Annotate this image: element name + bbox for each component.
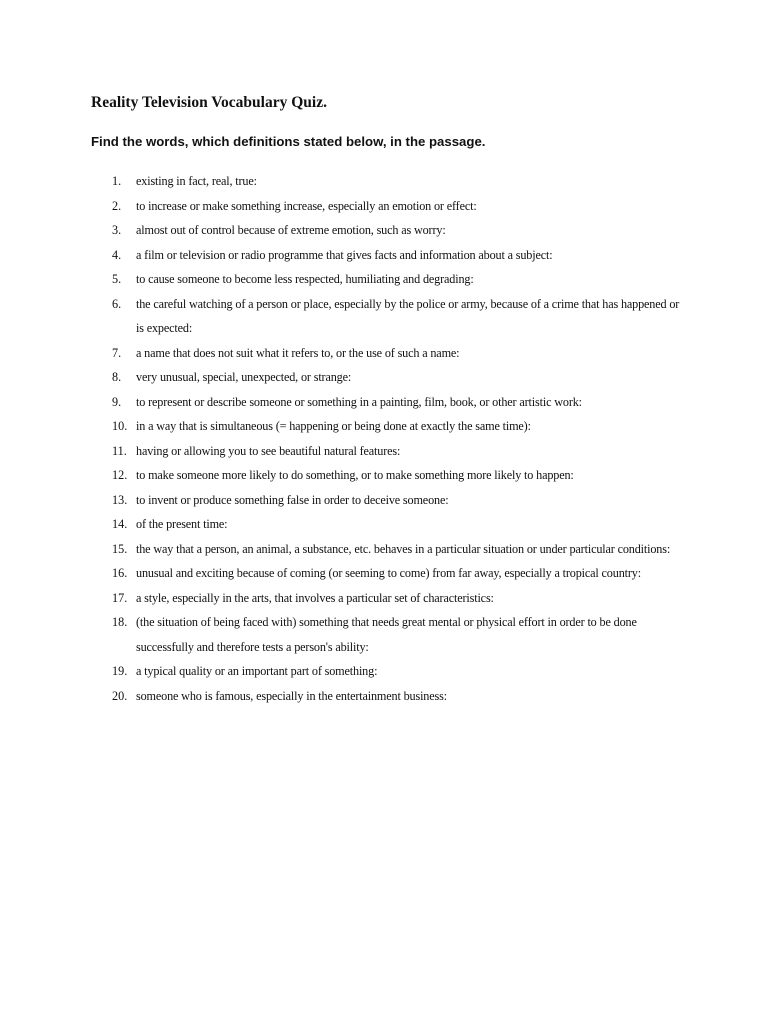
item-number: 18. — [112, 615, 128, 629]
item-definition: to invent or produce something false in order to deceive someone: — [136, 492, 449, 507]
item-number: 8. — [112, 370, 122, 384]
item-number: 5. — [112, 272, 122, 286]
list-item — [0, 488, 768, 513]
item-definition: a name that does not suit what it refers to, or the use of such a name: — [136, 345, 460, 360]
item-definition: of the present time: — [136, 517, 228, 531]
item-definition: someone who is famous, especially in the entertainment business: — [136, 688, 447, 703]
item-number: 2. — [112, 198, 122, 213]
list-item — [0, 292, 768, 341]
list-item — [0, 561, 768, 586]
item-number: 14. — [112, 517, 128, 531]
item-number: 4. — [112, 247, 122, 262]
list-item — [0, 390, 768, 415]
item-number: 20. — [112, 688, 128, 703]
item-definition: to make someone more likely to do something, or to make something more likely to happen: — [136, 468, 574, 482]
list-item — [0, 267, 768, 292]
item-definition: a typical quality or an important part of something: — [136, 664, 378, 678]
item-number: 19. — [112, 664, 128, 678]
list-item — [0, 439, 768, 464]
item-number: 3. — [112, 223, 122, 237]
list-item — [0, 463, 768, 488]
item-definition: the way that a person, an animal, a substance, etc. behaves in a particular situation or under particular conditions: — [136, 541, 671, 556]
item-number: 6. — [112, 296, 122, 311]
item-number: 16. — [112, 566, 128, 580]
list-item — [0, 194, 768, 219]
list-item — [0, 169, 768, 194]
item-number: 9. — [112, 394, 122, 409]
item-definition: almost out of control because of extreme emotion, such as worry: — [136, 223, 446, 237]
item-number: 10. — [112, 419, 128, 433]
item-definition: very unusual, special, unexpected, or strange: — [136, 370, 352, 384]
item-definition: having or allowing you to see beautiful natural features: — [136, 443, 401, 458]
list-item — [0, 512, 768, 537]
item-definition: to cause someone to become less respected, humiliating and degrading: — [136, 272, 474, 286]
item-number: 13. — [112, 492, 128, 507]
item-number: 15. — [112, 541, 128, 556]
list-item — [0, 243, 768, 268]
list-item — [0, 218, 768, 243]
item-number: 12. — [112, 468, 128, 482]
list-item — [0, 414, 768, 439]
list-item — [0, 659, 768, 684]
item-number: 11. — [112, 443, 127, 458]
list-item — [0, 586, 768, 611]
item-definition: to increase or make something increase, especially an emotion or effect: — [136, 198, 477, 213]
item-definition: (the situation of being faced with) something that needs great mental or physical effort in order to be done successfully and therefore tests a person's ability: — [136, 615, 637, 654]
item-definition: to represent or describe someone or something in a painting, film, book, or other artistic work: — [136, 394, 582, 409]
list-item — [0, 537, 768, 562]
item-definition: in a way that is simultaneous (= happening or being done at exactly the same time): — [136, 419, 531, 433]
item-definition: a film or television or radio programme that gives facts and information about a subject: — [136, 247, 553, 262]
item-definition: a style, especially in the arts, that involves a particular set of characteristics: — [136, 590, 494, 605]
list-item — [0, 341, 768, 366]
definition-list — [0, 169, 768, 708]
quiz-instruction: Find the words, which definitions stated below, in the passage. — [91, 134, 486, 149]
item-number: 7. — [112, 345, 122, 360]
list-item — [0, 684, 768, 709]
item-definition: unusual and exciting because of coming (or seeming to come) from far away, especially a tropical country: — [136, 566, 641, 580]
list-item — [0, 610, 768, 659]
list-item — [0, 365, 768, 390]
item-definition: existing in fact, real, true: — [136, 174, 257, 188]
quiz-title: Reality Television Vocabulary Quiz. — [91, 94, 327, 111]
item-number: 1. — [112, 174, 122, 188]
item-definition: the careful watching of a person or place, especially by the police or army, because of a crime that has happened or is expected: — [136, 296, 680, 335]
item-number: 17. — [112, 590, 128, 605]
